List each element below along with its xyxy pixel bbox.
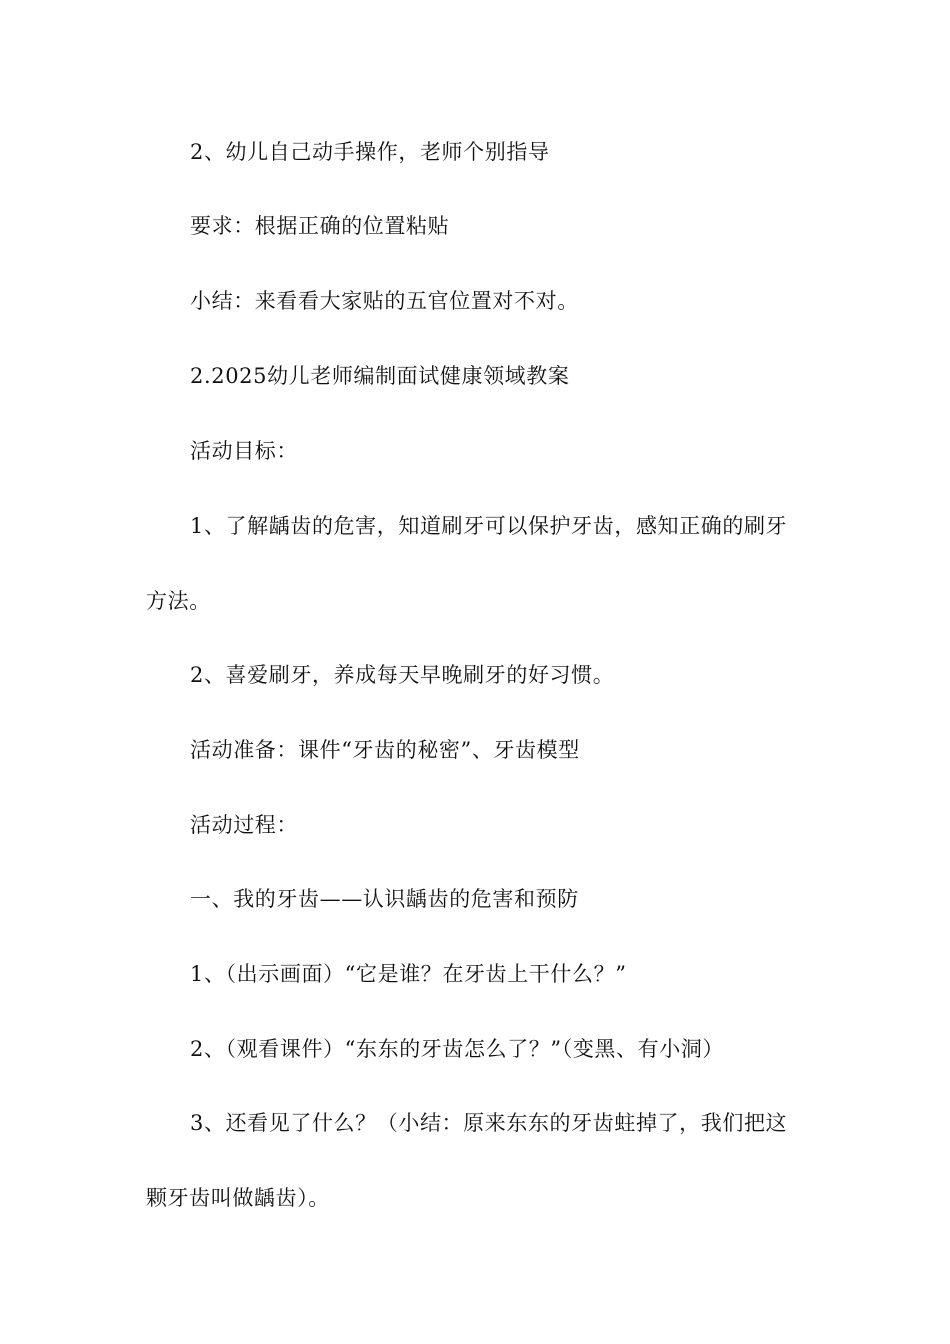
process-step-3-line-2: 颗牙齿叫做龋齿）。 <box>146 1186 330 1210</box>
section-heading: 2.2025幼儿老师编制面试健康领域教案 <box>190 364 570 388</box>
goal-2: 2、喜爱刷牙，养成每天早晚刷牙的好习惯。 <box>190 663 615 687</box>
activity-preparation: 活动准备：课件“牙齿的秘密”、牙齿模型 <box>190 738 580 762</box>
process-step-3-line-1: 3、还看见了什么？（小结：原来东东的牙齿蛀掉了，我们把这 <box>190 1111 788 1135</box>
paragraph-step-2-operate: 2、幼儿自己动手操作，老师个别指导 <box>190 140 550 164</box>
paragraph-requirement: 要求：根据正确的位置粘贴 <box>190 214 450 238</box>
activity-goals-label: 活动目标： <box>190 439 298 463</box>
goal-1-line-1: 1、了解龋齿的危害，知道刷牙可以保护牙齿，感知正确的刷牙 <box>190 514 788 538</box>
process-step-2: 2、（观看课件）“东东的牙齿怎么了？”（变黑、有小洞） <box>190 1037 725 1061</box>
paragraph-summary: 小结：来看看大家贴的五官位置对不对。 <box>190 289 579 313</box>
goal-1-line-2: 方法。 <box>146 589 211 613</box>
process-part-1-heading: 一、我的牙齿——认识龋齿的危害和预防 <box>190 887 579 911</box>
process-step-1: 1、（出示画面）“它是谁？在牙齿上干什么？” <box>190 962 627 986</box>
activity-process-label: 活动过程： <box>190 813 298 837</box>
